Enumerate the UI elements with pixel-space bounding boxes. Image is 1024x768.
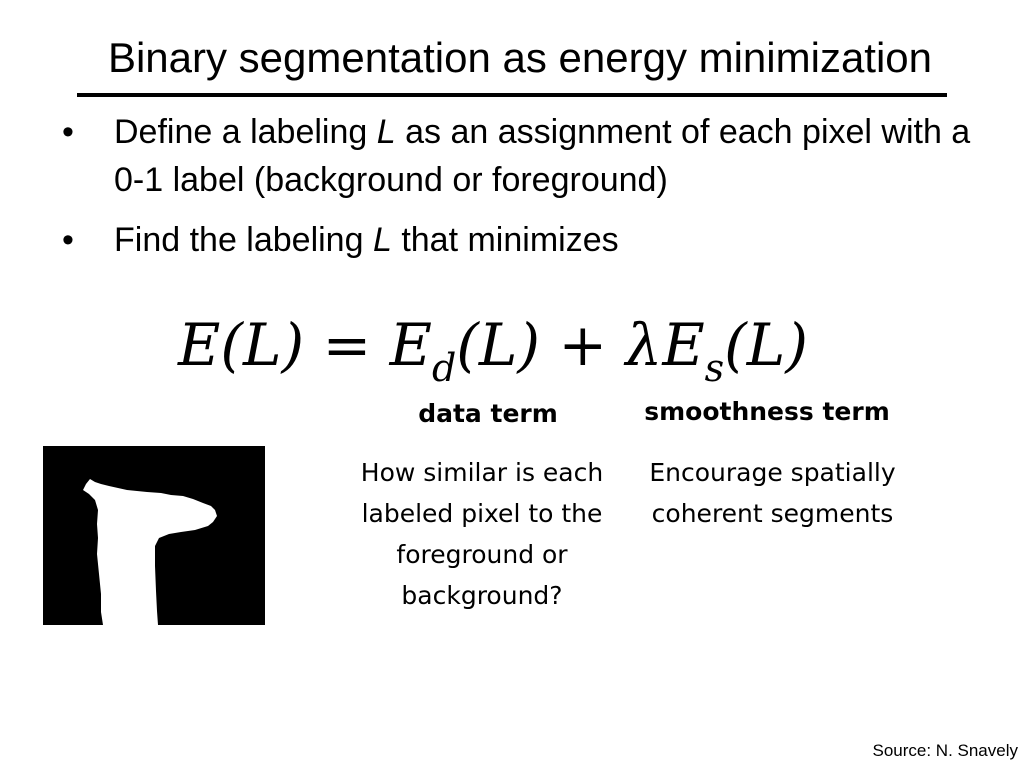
bullet-text: as an assignment of each pixel with a 0-1 label (background or foreground) bbox=[114, 113, 971, 199]
energy-equation bbox=[178, 300, 808, 390]
lambda-symbol: λ bbox=[625, 311, 663, 379]
smooth-energy-symbol: E bbox=[662, 311, 705, 379]
bullet-item bbox=[62, 108, 1002, 204]
bullet-dot: • bbox=[62, 113, 74, 151]
data-energy-symbol: E bbox=[389, 311, 432, 379]
data-energy-subscript: d bbox=[431, 346, 457, 390]
data-energy-argument: (L) bbox=[456, 311, 541, 379]
equation-plus: + bbox=[558, 311, 608, 379]
bullet-text: that minimizes bbox=[391, 221, 619, 259]
bullet-text: Define a labeling bbox=[114, 113, 377, 151]
bullet-variable: L bbox=[376, 113, 396, 151]
source-credit: Source: N. Snavely bbox=[872, 741, 1018, 760]
bullet-text: Find the labeling bbox=[114, 221, 373, 259]
bullet-item bbox=[62, 216, 1002, 264]
data-term-label: data term bbox=[418, 399, 558, 428]
title-underline bbox=[77, 93, 947, 97]
smoothness-term-description: Encourage spatially coherent segments bbox=[649, 458, 896, 528]
smooth-energy-argument: (L) bbox=[724, 311, 808, 379]
llama-silhouette bbox=[43, 446, 265, 625]
equation-lhs: E(L) bbox=[178, 311, 305, 379]
bullet-variable: L bbox=[372, 221, 392, 259]
slide-title: Binary segmentation as energy minimization bbox=[107, 34, 933, 81]
segmentation-mask-image bbox=[43, 446, 265, 625]
smooth-energy-subscript: s bbox=[704, 346, 725, 390]
equation-equals: = bbox=[322, 311, 372, 379]
bullet-dot: • bbox=[62, 221, 74, 259]
data-term-description: How similar is each labeled pixel to the foreground or background? bbox=[360, 458, 604, 610]
smoothness-term-label: smoothness term bbox=[644, 397, 890, 426]
bullet-list bbox=[62, 108, 1002, 276]
